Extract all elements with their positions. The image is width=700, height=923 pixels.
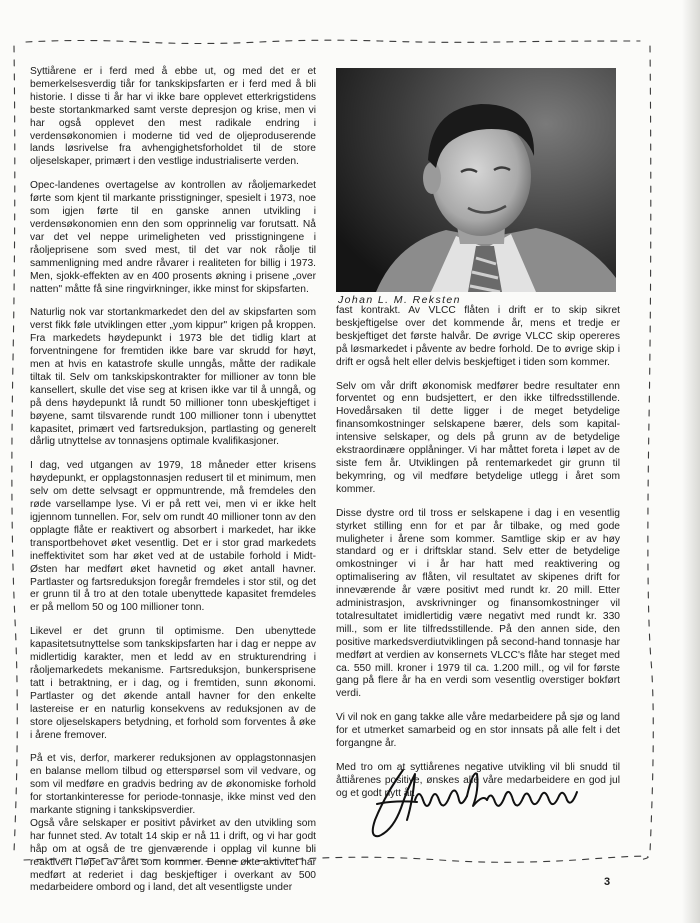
portrait-photo: [336, 68, 616, 292]
paragraph: fast kontrakt. Av VLCC flåten i drift er to skip sikret beskjeftigelse over det kommende år, mens et tredje er beskjeftiget det første halvår. De øvrige VLCC skip opereres på løsmarkedet i påvente av bedre forhold. De to øvrige skip i drift er også helt eller delvis beskjeftiget i tiden som kommer.: [336, 305, 620, 368]
paragraph: Med tro om at syttiårenes negative utvikling vil bli snudd til åttiårenes positive, ønskes alle våre medarbeidere en god jul og et godt nytt år.: [336, 762, 620, 799]
page-number: 3: [604, 876, 611, 888]
portrait-illustration: [336, 68, 616, 292]
photo-caption: Johan L. M. Reksten: [338, 294, 461, 306]
right-column: [336, 305, 620, 812]
handwritten-signature: [355, 760, 595, 845]
paragraph: Selv om vår drift økonomisk medfører bedre resultater enn forventet og enn budsjettert, er den ikke tilfredsstillende. Hovedårsaken til dette ligger i de meget betydelige finansomkostninger selskapene bærer, dels som kapital-intensive selskaper, og dels på grunn av de betydelige ekstraordinære opplåninger. Vi har måttet foreta i løpet av de siste fem år. Utviklingen på rentemarkedet gir grunn til bekymring, og vil medføre betydelige utlegg i året som kommer.: [336, 380, 620, 495]
paragraph: Opec-landenes overtagelse av kontrollen av råoljemarkedet førte som kjent til markante prisstigninger, spesielt i 1973, noe som igjen førte til en ganske annen utvikling i verdensøkonomien enn den som opprinnelig var forutsatt. Nå var det vel neppe urimeligheten ved prisstigningene i råoljeprisene som sved mest, til det var nok råolje til sammenligning med andre råvarer i realiteten for billig i 1973. Men, sjokk-effekten av en 400 prosents økning i prisene „over natten" måtte få sine ringvirkninger, ikke minst for skipsfarten.: [30, 180, 316, 295]
paragraph: Likevel er det grunn til optimisme. Den ubenyttede kapasitetsutnyttelse som tankskipsfarten har i dag er neppe av midlertidig karakter, men et ledd av en strukturendring i råoljemarkedets mekanisme. Fartsreduksjon, bunkersprisene tatt i betraktning, er i dag, og i fremtiden, sunn økonomi. Partlaster og det økende antall havner for den enkelte lastereise er en naturlig konsekvens av reduksjonen av de store oljeselskapers betydning, et forhold som forventes å øke i årene fremover.: [30, 626, 316, 741]
paragraph: Syttiårene er i ferd med å ebbe ut, og med det er et bemerkelsesverdig tiår for tankskipsfarten er i ferd med å bli historie. I disse ti år har vi ikke bare opplevet etterkrigstidens beste stortankmarked samt verste depresjon og krise, men vi har også opplevet den mest radikale endring i verdensøkonomien i moderne tid ved de oljeproduserende lands løsrivelse fra avhengighetsforholdet til de store oljeselskaper, primært i den vestlige industrialiserte verden.: [30, 66, 316, 168]
paragraph: Naturlig nok var stortankmarkedet den del av skipsfarten som verst fikk føle utviklingen etter „yom kippur" krigen på kroppen. Fra markedets høydepunkt i 1973 ble det tidlig klart at forventningene for fremtiden ikke bare var skrudd for høyt, men at hvis en katastrofe skulle unngås, måtte der radikale tiltak til. Selv om tankskipskontrakter for millioner av tonn ble kansellert, skulle det vise seg at krisen ikke var til å unngå, og på dens høydepunkt lå rundt 50 millioner tonn ubeskjeftiget i bøyene, samt tilsvarende rundt 100 millioner tonn i ubenyttet kapasitet, primært ved fartsreduksjon, partlasting og generelt dårlig utnyttelse av tonnasjens optimale kvalifikasjoner.: [30, 307, 316, 448]
left-column: [30, 66, 316, 906]
paragraph: Disse dystre ord til tross er selskapene i dag i en vesentlig styrket stilling enn for et par år tilbake, og med gode muligheter i årene som kommer. Samtlige skip er av høy standard og er i driftsklar stand. Selv etter de betydelige omkostninger vi i år har hatt med reaktivering og optimalisering av flåten, vil resultatet av skipenes drift for inneværende år være positivt med rundt kr. 20 mill. Etter administrasjon, avskrivninger og finansomkostninger vil totalresultatet imidlertidig være negativt med rundt kr. 330 mill., som er lite tilfredsstillende. På den annen side, den positive markedsverdiutviklingen på second-hand tonnasje har medført at verdien av konsernets VLCC's flåte har steget med ca. 550 mill. kroner i 1979 til ca. 1.200 mill., og vil for første gang på flere år ha en verdi som vesentlig overstiger bokført verdi.: [336, 507, 620, 700]
paragraph: Vi vil nok en gang takke alle våre medarbeidere på sjø og land for et utmerket samarbeid og en stor innsats på alle felt i det forgangne år.: [336, 712, 620, 750]
paragraph: På et vis, derfor, markerer reduksjonen av opplagstonnasjen en balanse mellom tilbud og etterspørsel som vil vedvare, og som vil medføre en gradvis bedring av de økonomiske forhold for stortankinteresse for periode-tonnasje, ikke minst ved den markante stigning i tankskipsverdier.: [30, 753, 316, 817]
paragraph: Også våre selskaper er positivt påvirket av den utvikling som har funnet sted. Av totalt 14 skip er nå 11 i drift, og vi har godt håp om at også de tre gjenværende i opplag vil kunne bli reaktivert i løpet av året som kommer. Denne økte aktivitet har medført at rederiet i dag beskjeftiger i overkant av 500 medarbeidere ombord og i land, det alt vesentligste under: [30, 817, 316, 894]
paragraph: I dag, ved utgangen av 1979, 18 måneder etter krisens høydepunkt, er opplagstonnasjen redusert til et minimum, men selv om dette selvsagt er oppmuntrende, må fremdeles den røde varsellampe lyse. Vi er på rett vei, men vi er ikke helt igjennom tunnellen. For, selv om rundt 40 millioner tonn av den opplagte flåte er reaktivert og absorbert i markedet, har ikke transportbehovet øket vesentlig. Det er i stor grad markedets ineffektivitet som har øket ved at de ustabile forhold i Midt-Østen har medført øket havnetid og øket antall havner. Partlaster og fartsreduksjon foregår fremdeles i stor stil, og det er grunn til å tro at den totale ubenyttede kapasitet fremdeles er på mellom 50 og 100 millioner tonn.: [30, 460, 316, 614]
